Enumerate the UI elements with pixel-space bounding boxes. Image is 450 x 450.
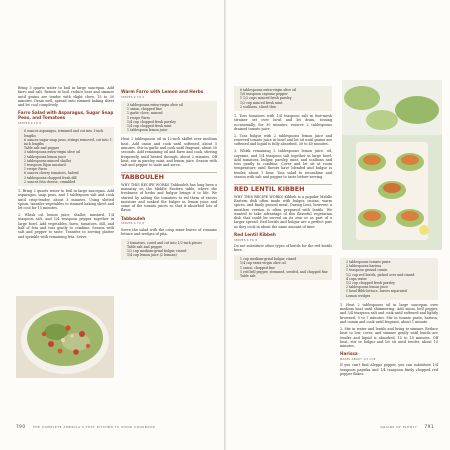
recipe-step: 3. Whisk remaining 2 tablespoons lemon juice, oil, cayenne, and 1/4 teaspoon salt together in large bowl. Add tomatoes, bulgur, parsley, mint, and scallions and toss gently to combine. Cover and let sit at room temperature until flavors have blended and bulgur is tender, about 1 hour. Toss salad to recombine and season with salt and pepper to taste before serving. — [234, 149, 332, 180]
ingredient: 3 tablespoons chopped fresh dill — [24, 175, 77, 180]
recipe-note: Serve the salad with the crisp inner leaves of romaine lettuce and wedges of pita. — [121, 227, 217, 236]
ingredient-list-kibbeh-cont — [340, 258, 438, 300]
page-footer-left — [16, 424, 155, 429]
ingredient: 1/4 cup chopped fresh mint — [127, 123, 172, 128]
ingredient: 1 onion, chopped fine — [240, 265, 275, 270]
ingredient: 1 cup medium-grind bulgur, rinsed — [240, 257, 297, 262]
ingredient: 1/2 cup medium-grind bulgur, rinsed — [127, 249, 187, 254]
recipe-title-warm-farro: Warm Farro with Lemon and Herbs — [121, 89, 204, 94]
left-column-1 — [18, 86, 114, 241]
recipe-step: 2. Whisk oil, lemon juice, shallot, mustard, 1/4 teaspoon salt, and 1/4 teaspoon pepper together in large bowl. Add vegetables, farro, tomatoes, dill, and half of feta and toss gently to combine. Season with salt and pepper to taste. Transfer to serving platter and sprinkle with remaining feta. Serve. — [18, 213, 114, 239]
ingredient: 1/2 cup chopped fresh parsley — [346, 281, 395, 286]
ingredient: 2 scallions, sliced thin — [240, 104, 276, 109]
ingredient: 1 red bell pepper, stemmed, seeded, and chopped fine — [240, 269, 328, 274]
ingredient: 3 tablespoons extra-virgin olive oil — [127, 102, 183, 107]
ingredient: 2 tablespoons tomato paste — [346, 260, 391, 264]
ingredient: Table salt and pepper — [24, 146, 60, 151]
recipe-yield: MAKES ABOUT 1/2 CUP — [340, 357, 376, 361]
recipe-step: 2. Stir in water and lentils and bring to simmer. Reduce heat to low, cover, and simmer gently until lentils are tender and liquid is absorbed, 15 to 18 minutes. Off heat, stir in bulgur and let sit until tender, about 15 minutes. — [340, 326, 438, 349]
ingredient: 6 ounces cherry tomatoes, halved — [24, 171, 79, 176]
tabbouleh-photo — [16, 296, 114, 378]
ingredient: 1 recipe Farro — [127, 115, 151, 120]
ingredient: 2 tablespoons lemon juice — [24, 154, 67, 159]
section-intro: WHY THIS RECIPE WORKS Kibbeh is a popular Middle Eastern dish often made with bulgur, onions, warm spices, and finely ground meat. During Lent, however, a meatless version is often prepared with lentils. We wanted to take advantage of this flavorful vegetarian dish that could be served on its own or as part of a larger spread. Red lentils and bulgur are a perfect pair as they cook in about the same amount of time. — [234, 194, 332, 229]
ingredient: 1 teaspoon ground cumin — [346, 268, 388, 273]
ingredient: 2 tablespoons harissa — [346, 264, 382, 269]
ingredient: 2 tablespoons minced shallot — [24, 158, 72, 163]
ingredient: 1 tablespoon lemon juice — [127, 128, 168, 133]
ingredient: Table salt and pepper — [127, 245, 163, 250]
recipe-step: 2. Toss bulgur with 2 tablespoons lemon juice and reserved tomato juice in bowl and let sit until grains are softened and liquid is fully absorbed, 30 to 40 minutes. — [234, 133, 332, 147]
ingredient: 1 teaspoon Dijon mustard — [24, 163, 66, 168]
section-title-red-lentil-kibbeh: RED LENTIL KIBBEH — [234, 184, 332, 191]
red-lentil-kibbeh-photo — [342, 80, 442, 250]
ingredient-list-warm-farro — [121, 101, 217, 134]
ingredient: 6 tablespoons extra-virgin olive oil — [240, 88, 296, 92]
ingredient: 3 tomatoes, cored and cut into 1/2-inch pieces — [127, 240, 202, 245]
ingredient: 1 garlic clove, minced — [127, 111, 163, 116]
ingredient: 1/2 cup red lentils, picked over and rinsed — [346, 272, 415, 277]
section-intro: WHY THIS RECIPE WORKS Tabbouleh has long been a mainstay on the Middle Eastern table, where the freshness of herbs and bulgur brings it to life. We started by salting the tomatoes to rid them of excess moisture and soaked the bulgur in lemon juice and some of the tomato juices so that it absorbed lots of flavor. — [121, 182, 217, 213]
ingredient-list-tabbouleh — [121, 239, 217, 260]
recipe-serves: SERVES 4 TO 6 — [121, 95, 145, 99]
recipe-note: If you can't find Aleppo pepper, you can substitute 1/4 teaspoon paprika and 1/4 teaspoon finely chopped red pepper flakes. — [340, 363, 438, 376]
ingredient: 1 head Bibb lettuce, leaves separated — [346, 289, 407, 294]
right-page — [226, 0, 450, 450]
intro-paragraph: Bring 3 quarts water to boil in large saucepan. Add farro and salt. Return to boil, reduce heat and simmer until grains are tender with slight chew, 15 to 30 minutes. Drain well, spread onto rimmed baking sheet and let cool completely. — [18, 86, 114, 108]
ingredient: 1 onion, chopped fine — [127, 107, 162, 112]
right-column-2 — [340, 258, 438, 379]
recipe-step: Heat 2 tablespoons oil in 12-inch skillet over medium heat. Add onion and cook until softened, about 5 minutes. Stir in garlic and cook until fragrant, about 30 seconds. Add remaining oil and farro and cook, stirring frequently, until heated through, about 2 minutes. Off heat, stir in parsley, mint, and lemon juice. Season with salt and pepper to taste and serve. — [121, 137, 217, 168]
ingredient: 1/8 teaspoon cayenne pepper — [240, 92, 288, 97]
ingredient: 1/2 cup minced fresh mint — [240, 100, 283, 105]
right-column-1 — [234, 86, 332, 283]
ingredient: 1 1/2 cups minced fresh parsley — [240, 96, 292, 101]
ingredient: 2 ounces feta cheese, crumbled — [24, 179, 76, 184]
section-title-tabbouleh: TABBOULEH — [121, 172, 217, 179]
recipe-title-tabbouleh: Tabbouleh — [121, 215, 146, 221]
recipe-step: 1. Bring 2 quarts water to boil in large saucepan. Add asparagus, snap peas, and 1 tablespoon salt and cook until crisp-tender, about 3 minutes. Using slotted spoon, transfer vegetables to rimmed baking sheet and let cool for 15 minutes. — [18, 189, 114, 211]
ingredient: 1/4 cup lemon juice (2 lemons) — [127, 253, 177, 258]
page-footer-right — [380, 424, 434, 429]
recipe-step: 1. Toss tomatoes with 1/4 teaspoon salt in fine-mesh strainer set over bowl and let drain, tossing occasionally, for 30 minutes; reserve 2 tablespoons drained tomato juice. — [234, 114, 332, 131]
ingredient: 1/4 cup extra-virgin olive oil — [240, 261, 286, 266]
recipe-serves: SERVES 4 TO 6 — [121, 222, 145, 226]
ingredient: 6 ounces asparagus, trimmed and cut into 1-inch lengths — [24, 129, 104, 138]
ingredient: 1/4 cup chopped fresh parsley — [127, 119, 176, 124]
ingredient: Lemon wedges — [346, 293, 371, 298]
page-number: 790 — [16, 424, 26, 429]
recipe-step: 1. Heat 2 tablespoons oil in large saucepan over medium heat until shimmering. Add onion, bell pepper, and 3/4 teaspoon salt and cook until softened and lightly browned, 5 to 7 minutes. Stir in tomato paste, harissa, and cumin and cook until fragrant, about 1 minute. — [340, 302, 438, 325]
ingredient-list-kibbeh — [234, 255, 332, 280]
ingredient: 3 tablespoons extra-virgin olive oil — [24, 150, 80, 155]
ingredient: 6 ounces sugar snap peas, strings removed, cut into 1-inch lengths — [24, 137, 113, 146]
ingredient: Table salt — [240, 273, 256, 278]
ingredient-list-farro-salad — [18, 127, 114, 186]
recipe-serves: SERVES 4 TO 6 — [18, 121, 42, 125]
book-title: THE COMPLETE AMERICA'S TEST KITCHEN TV SHOW COOKBOOK — [32, 425, 156, 429]
recipe-title-harissa: Harissa — [340, 351, 358, 357]
recipe-serves: SERVES 6 TO 8 — [234, 238, 258, 242]
recipe-note: Do not substitute other types of lentils for the red lentils here. — [234, 243, 332, 253]
recipe-title-red-lentil-kibbeh: Red Lentil Kibbeh — [234, 232, 276, 238]
ingredient: 4 cups water — [346, 276, 367, 281]
ingredient: 1 recipe Farro — [24, 167, 48, 172]
recipe-title-farro-salad: Farro Salad with Asparagus, Sugar Snap Peas, and Tomatoes — [18, 110, 114, 121]
left-page — [0, 0, 224, 450]
ingredient: 2 tablespoons lemon juice — [346, 285, 389, 290]
left-column-2 — [121, 86, 217, 263]
chapter-title: GRAINS OF PLENTY — [380, 425, 418, 429]
page-number: 791 — [424, 424, 434, 429]
ingredient-list-tabbouleh-cont — [234, 86, 332, 111]
